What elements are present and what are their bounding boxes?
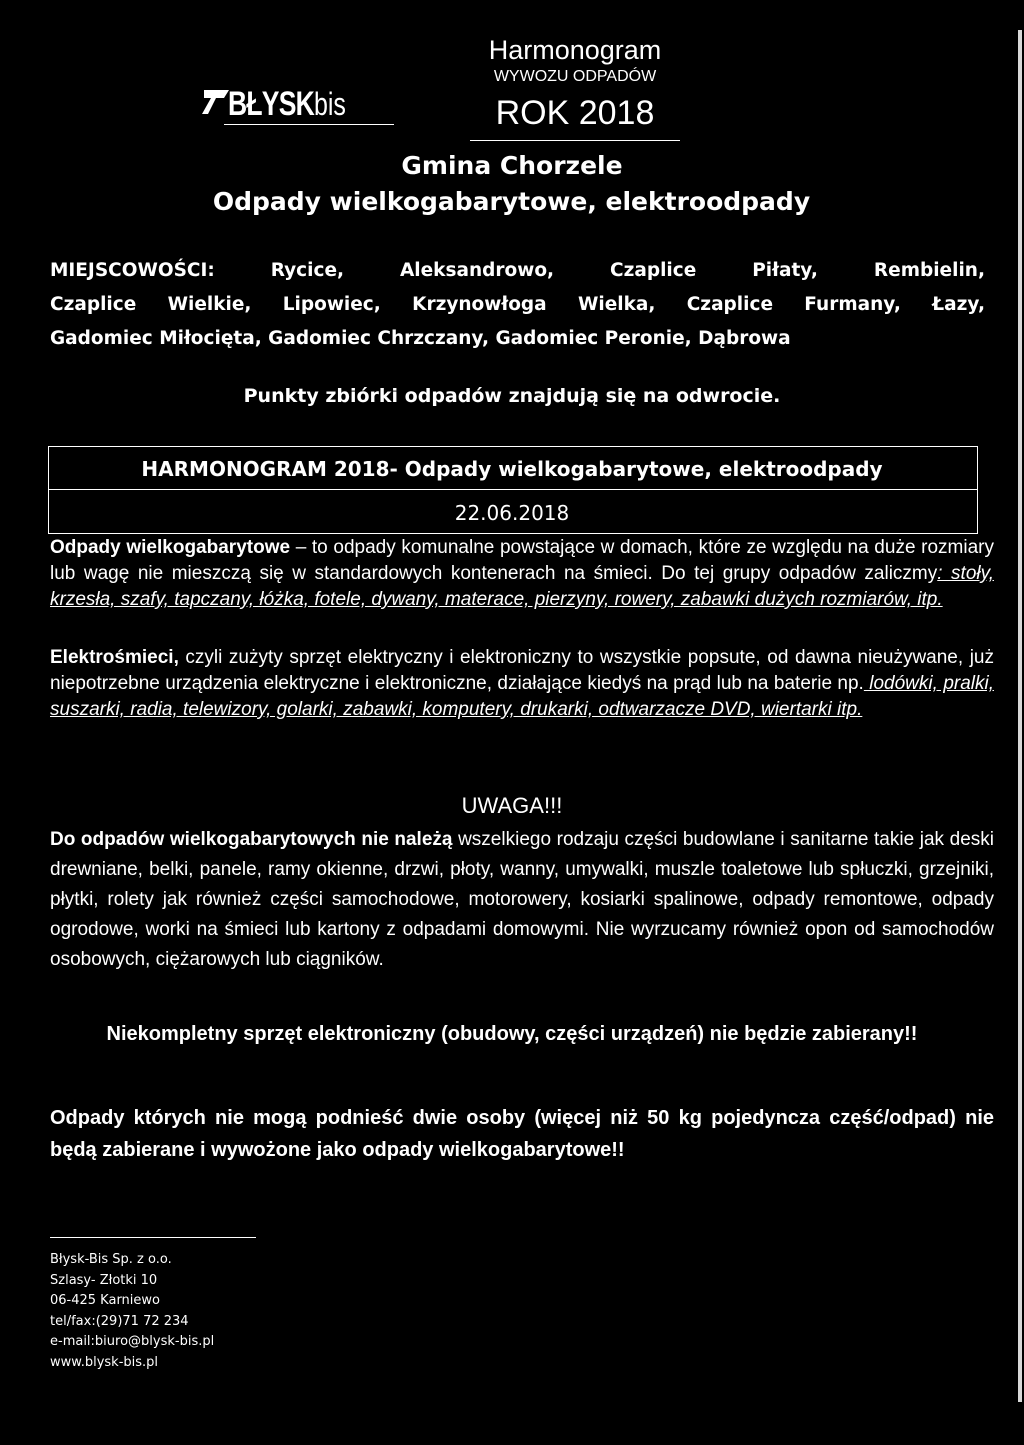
- gmina-title: Gmina Chorzele: [401, 151, 623, 180]
- company-contact: [50, 1250, 214, 1373]
- header-title: Harmonogram: [488, 35, 662, 65]
- definition-text: czyli zużyty sprzęt elektryczny i elektroniczny to wszystkie popsute, od dawna nieużywane, już niepotrzebne urządzenia elektryczne i elektroniczne, działające kiedyś na prąd lub na baterie np.: [50, 647, 994, 694]
- warning-title: UWAGA!!!: [461, 793, 563, 818]
- incomplete-equipment-note: Niekompletny sprzęt elektroniczny (obudowy, części urządzeń) nie będzie zabierany!!: [106, 1023, 918, 1045]
- definition-examples: : stoły, krzesła, szafy, tapczany, łóżka, fotele, dywany, materace, pierzyny, rowery, zabawki dużych rozmiarów, itp.: [50, 563, 994, 610]
- localities-line: MIEJSCOWOŚCI: Rycice, Aleksandrowo, Czaplice Piłaty, Rembielin,: [50, 260, 985, 281]
- company-name: Błysk-Bis Sp. z o.o.: [50, 1252, 172, 1267]
- header-subtitle: WYWOZU ODPADÓW: [493, 68, 657, 85]
- collection-points-note: Punkty zbiórki odpadów znajdują się na odwrocie.: [243, 385, 781, 407]
- localities-list: [50, 254, 985, 356]
- schedule-date: 22.06.2018: [454, 501, 570, 525]
- definition-term: Elektrośmieci,: [50, 647, 179, 668]
- company-website[interactable]: www.blysk-bis.pl: [50, 1354, 159, 1370]
- definition-text: – to odpady komunalne powstające w domach, które ze względu na duże rozmiary lub wagę nie mieszczą się w standardowych kontenerach na śmieci. Do tej grupy odpadów zaliczmy: [50, 537, 994, 584]
- schedule-divider: [49, 489, 977, 490]
- definition-examples: lodówki, pralki, suszarki, radia, telewizory, golarki, zabawki, komputery, drukarki, odtwarzacze DVD, wiertarki itp.: [50, 673, 994, 720]
- company-city: 06-425 Karniewo: [50, 1293, 160, 1308]
- company-email[interactable]: e-mail:biuro@blysk-bis.pl: [50, 1334, 215, 1349]
- logo-text: BŁYSKbis: [228, 85, 346, 123]
- page-edge: [1018, 30, 1022, 1402]
- header-divider: [470, 140, 680, 141]
- category-title: Odpady wielkogabarytowe, elektroodpady: [212, 187, 811, 216]
- e-waste-definition: [50, 645, 994, 723]
- localities-line: Gadomiec Miłocięta, Gadomiec Chrzczany, Gadomiec Peronie, Dąbrowa: [50, 328, 791, 349]
- footer-divider: [50, 1237, 256, 1238]
- localities-line: Czaplice Wielkie, Lipowiec, Krzynowłoga Wielka, Czaplice Furmany, Łazy,: [50, 294, 985, 315]
- logo-underline: [224, 124, 394, 125]
- warning-text: [50, 825, 994, 975]
- bulky-waste-definition: [50, 535, 994, 613]
- company-phone: tel/fax:(29)71 72 234: [50, 1313, 189, 1329]
- lightning-logo-icon: [202, 88, 230, 116]
- company-logo: [202, 84, 402, 134]
- header-year: ROK 2018: [495, 94, 655, 132]
- warning-lead: Do odpadów wielkogabarytowych nie należą: [50, 829, 453, 850]
- schedule-heading: HARMONOGRAM 2018- Odpady wielkogabarytowe, elektroodpady: [141, 457, 883, 481]
- company-street: Szlasy- Złotki 10: [50, 1272, 158, 1288]
- weight-limit-note: Odpady których nie mogą podnieść dwie osoby (więcej niż 50 kg pojedyncza część/odpad) nie będą zabierane i wywożone jako odpady wielkogabarytowe!!: [50, 1107, 994, 1161]
- warning-body: wszelkiego rodzaju części budowlane i sanitarne takie jak deski drewniane, belki, panele, ramy okienne, drzwi, płoty, wanny, umywalki, muszle toaletowe lub spłuczki, grzejniki, płytki, rolety jak również części samochodowe, motorowery, kosiarki spalinowe, odpady remontowe, odpady ogrodowe, worki na śmieci lub kartony z odpadami domowymi. Nie wyrzucamy również opon od samochodów osobowych, ciężarowych lub ciągników.: [50, 829, 994, 970]
- definition-term: Odpady wielkogabarytowe: [50, 537, 291, 558]
